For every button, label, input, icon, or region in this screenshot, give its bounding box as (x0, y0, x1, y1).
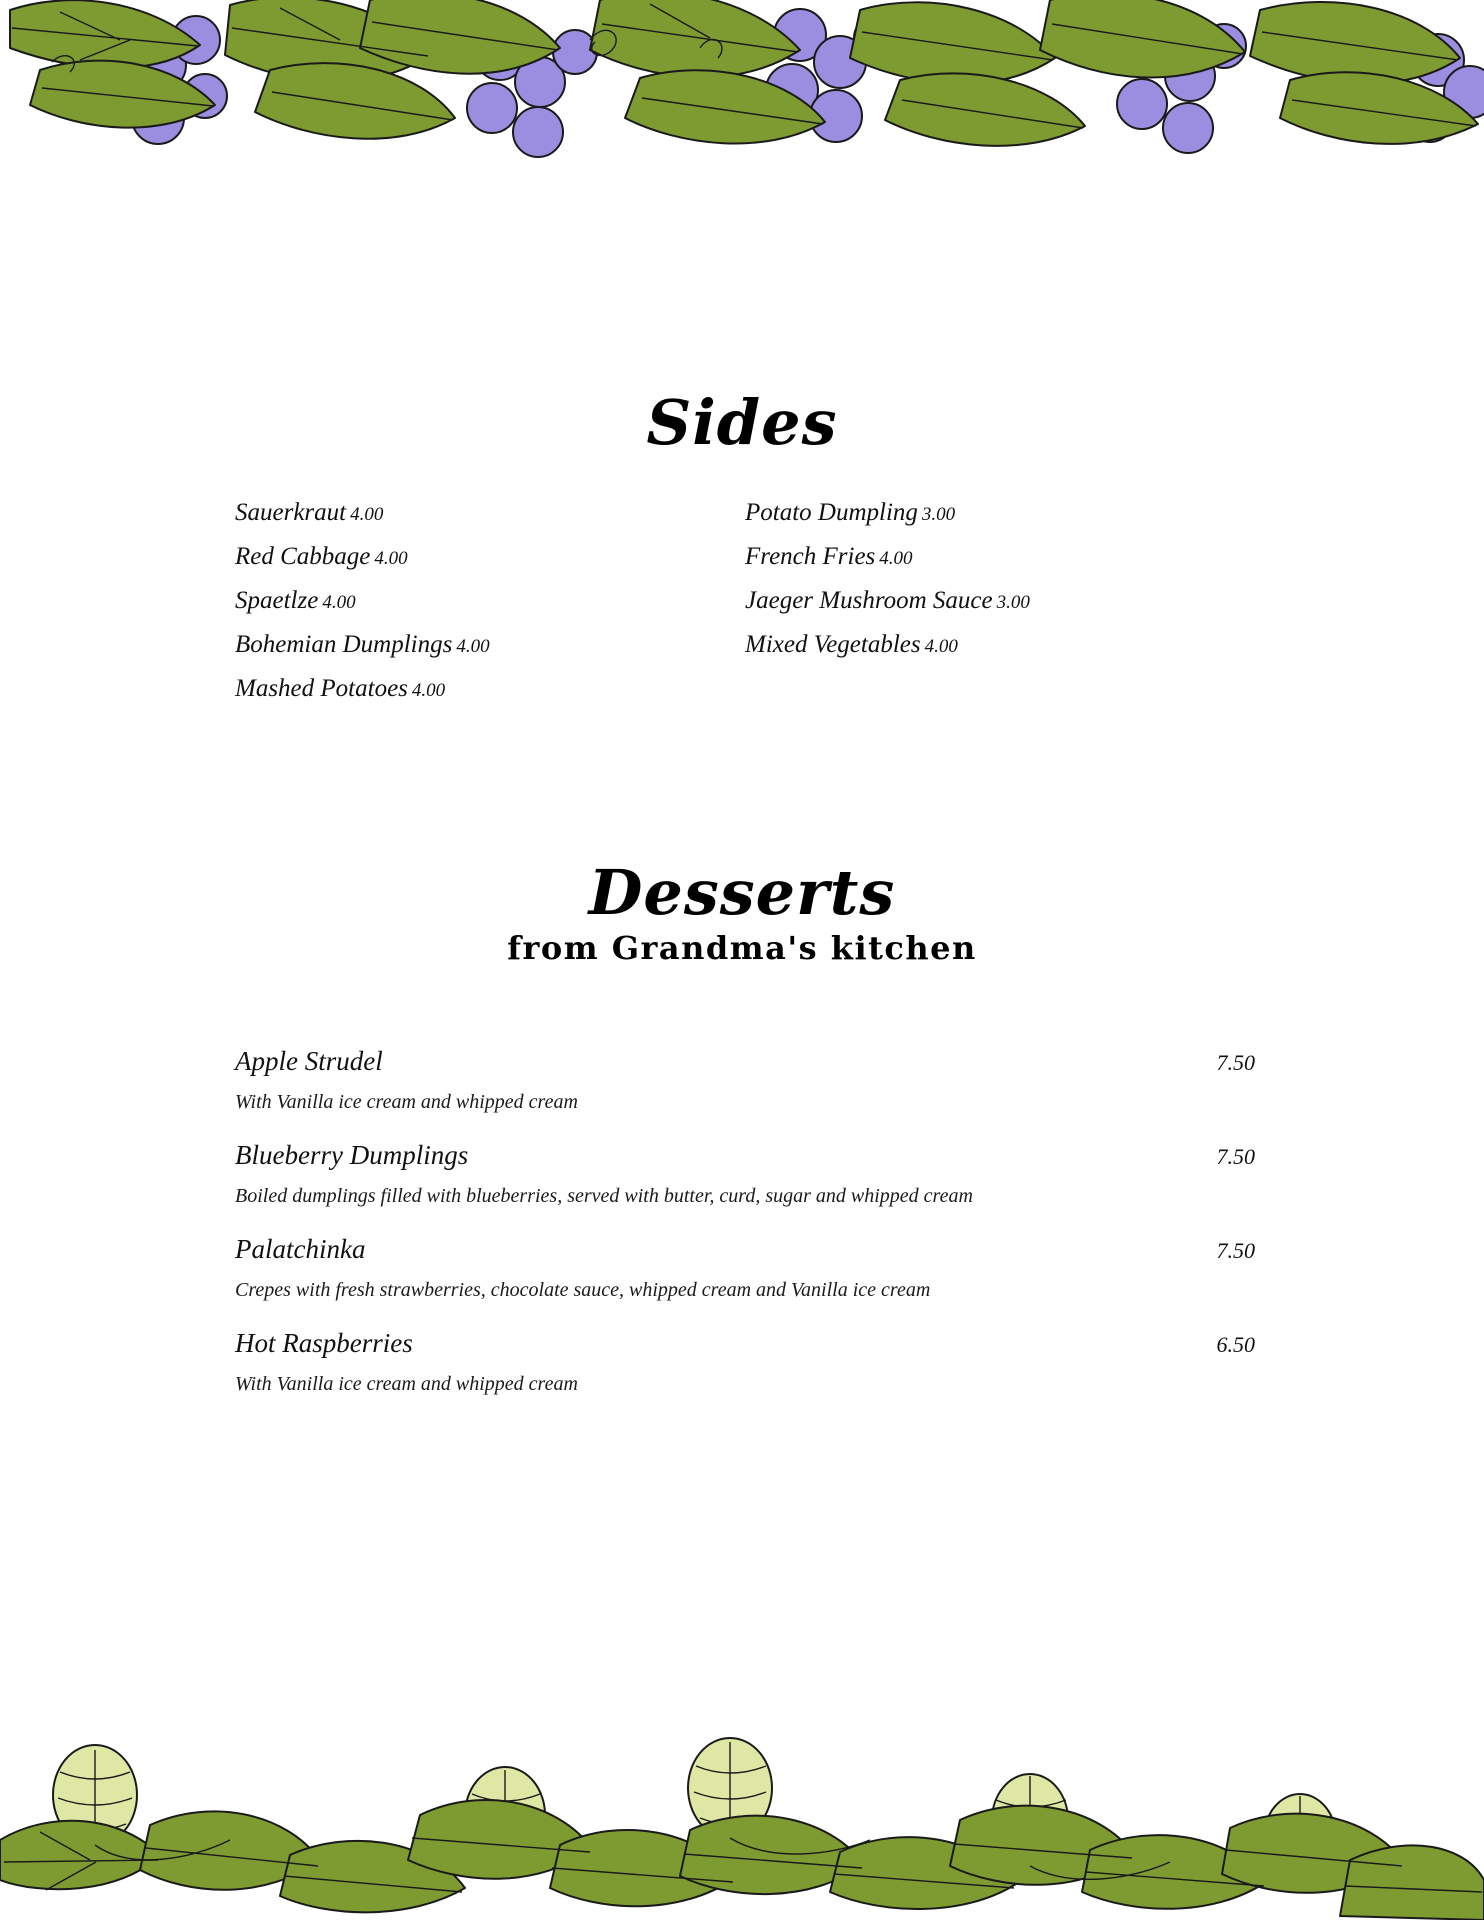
side-name: Mashed Potatoes (235, 675, 408, 702)
dessert-description: With Vanilla ice cream and whipped cream (235, 1091, 578, 1113)
dessert-name: Blueberry Dumplings (235, 1140, 469, 1170)
dessert-name: Palatchinka (235, 1234, 366, 1264)
dessert-price: 7.50 (1216, 1050, 1255, 1075)
desserts-list (235, 1020, 1255, 1396)
side-price: 4.00 (322, 592, 356, 613)
dessert-description: Boiled dumplings filled with blueberries, served with butter, curd, sugar and whipped cream (235, 1185, 973, 1207)
side-price: 4.00 (374, 548, 408, 569)
side-item (235, 500, 745, 525)
top-border-decoration (0, 0, 1484, 180)
side-name: Bohemian Dumplings (235, 631, 453, 658)
dessert-name: Hot Raspberries (235, 1328, 413, 1358)
side-item (745, 588, 1255, 613)
side-price: 4.00 (924, 636, 958, 657)
side-price: 3.00 (996, 592, 1030, 613)
desserts-subtitle: from Grandma's kitchen (507, 929, 977, 968)
side-price: 4.00 (411, 680, 446, 701)
dessert-entry (235, 1140, 1255, 1208)
sides-right-column (745, 500, 1255, 720)
side-name: Mixed Vegetables (745, 631, 921, 658)
sides-section (0, 386, 1484, 459)
side-name: French Fries (745, 543, 876, 570)
dessert-row (235, 1234, 1255, 1265)
side-price: 3.00 (921, 504, 956, 525)
dessert-entry (235, 1234, 1255, 1302)
side-name: Jaeger Mushroom Sauce (745, 587, 993, 614)
side-item (235, 632, 745, 657)
side-name: Spaetlze (235, 587, 319, 614)
side-item (235, 544, 745, 569)
sides-left-column (235, 500, 745, 720)
side-item (745, 544, 1255, 569)
side-item (745, 632, 1255, 657)
dessert-entry (235, 1046, 1255, 1114)
bottom-border-decoration (0, 1720, 1484, 1920)
side-item (745, 500, 1255, 525)
desserts-section (0, 856, 1484, 968)
dessert-price: 6.50 (1216, 1332, 1255, 1357)
dessert-price: 7.50 (1216, 1144, 1255, 1169)
dessert-row (235, 1140, 1255, 1171)
side-item (235, 588, 745, 613)
dessert-row (235, 1328, 1255, 1359)
dessert-entry (235, 1328, 1255, 1396)
side-item (235, 676, 745, 701)
side-price: 4.00 (350, 504, 384, 525)
side-price: 4.00 (456, 636, 490, 657)
side-name: Potato Dumpling (745, 499, 918, 526)
dessert-price: 7.50 (1216, 1238, 1255, 1263)
sides-title: Sides (646, 386, 838, 459)
side-name: Sauerkraut (235, 499, 347, 526)
dessert-description: With Vanilla ice cream and whipped cream (235, 1373, 578, 1395)
side-price: 4.00 (879, 548, 913, 569)
dessert-row (235, 1046, 1255, 1077)
dessert-name: Apple Strudel (235, 1046, 383, 1076)
desserts-title: Desserts (588, 856, 896, 929)
sides-columns (235, 500, 1255, 720)
dessert-description: Crepes with fresh strawberries, chocolate sauce, whipped cream and Vanilla ice cream (235, 1279, 931, 1301)
side-name: Red Cabbage (235, 543, 371, 570)
